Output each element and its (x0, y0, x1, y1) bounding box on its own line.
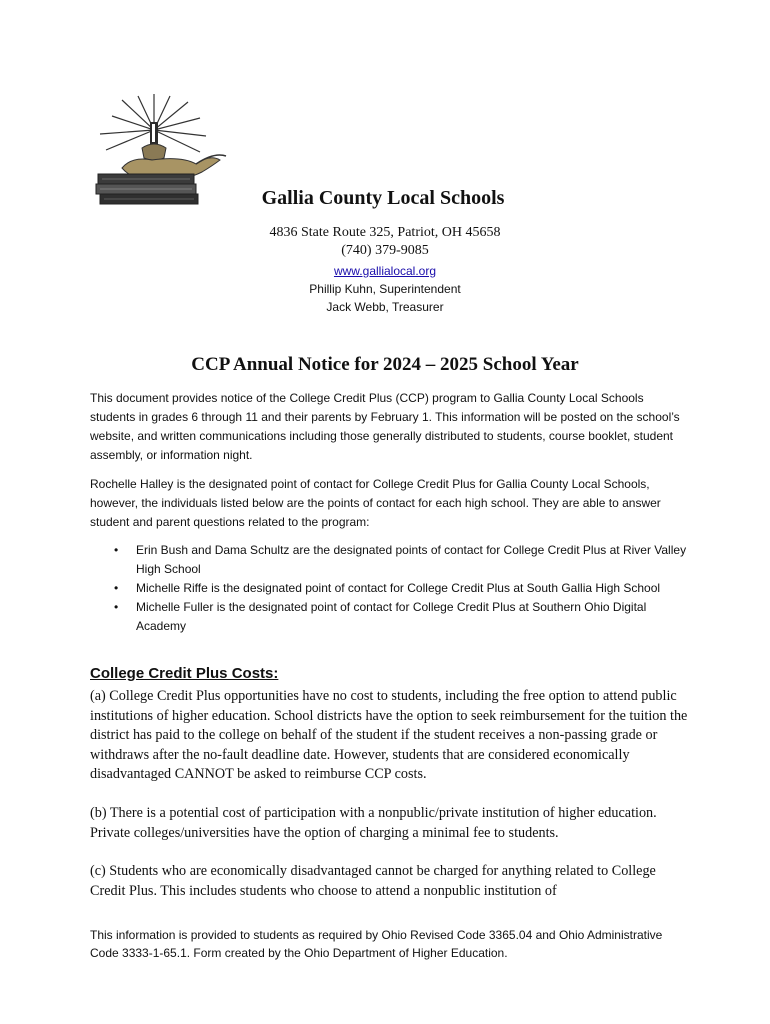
contact-text: Michelle Riffe is the designated point of contact for College Credit Plus at South Gallia High School (136, 581, 661, 595)
org-website-row (0, 264, 770, 278)
org-name: Gallia County Local Schools (261, 187, 505, 209)
org-phone: (740) 379-9085 (341, 243, 429, 258)
intro-paragraph-1: This document provides notice of the College Credit Plus (CCP) program to Gallia County Local Schools students in grades 6 through 11 and their parents by February 1. This information will be posted on the school’s website, and written communications including those generally distributed to students, course booklet, student assembly, or information night. (90, 391, 680, 462)
list-item (90, 541, 690, 579)
costs-paragraph-c: (c) Students who are economically disadvantaged cannot be charged for anything related to College Credit Plus. This includes students who choose to attend a nonpublic institution of (90, 863, 656, 899)
contact-text: Michelle Fuller is the designated point of contact for College Credit Plus at Southern Ohio Digital Academy (136, 600, 647, 633)
costs-paragraph-a: (a) College Credit Plus opportunities have no cost to students, including the free option to attend public institutions of higher education. School districts have the option to seek reimbursement for the tuition the district has paid to the college on behalf of the student if the student receives a non-passing grade or withdraws after the no-fault deadline date. However, students that are considered economically disadvantaged CANNOT be asked to reimburse CCP costs. (90, 688, 688, 782)
bullet-icon: • (114, 600, 119, 614)
list-item (90, 579, 690, 598)
bullet-icon: • (114, 543, 119, 557)
costs-heading: College Credit Plus Costs: (90, 665, 279, 682)
org-address: 4836 State Route 325, Patriot, OH 45658 (269, 225, 501, 240)
costs-paragraph-b: (b) There is a potential cost of participation with a nonpublic/private institution of higher education. Private colleges/universities have the option of charging a minimal fee to students. (90, 805, 657, 841)
contacts-list (90, 541, 690, 636)
list-item (90, 598, 690, 636)
page-footer: This information is provided to students as required by Ohio Revised Code 3365.04 and Ohio Administrative Code 3333-1-65.1. Form created by the Ohio Department of Higher Education. (90, 928, 663, 960)
superintendent: Phillip Kuhn, Superintendent (309, 282, 461, 296)
document-title: CCP Annual Notice for 2024 – 2025 School Year (191, 354, 579, 375)
contact-text: Erin Bush and Dama Schultz are the designated points of contact for College Credit Plus at River Valley High School (136, 543, 687, 576)
intro-paragraph-2: Rochelle Halley is the designated point of contact for College Credit Plus for Gallia County Local Schools, however, the individuals listed below are the points of contact for each high school. They are able to answer student and parent questions related to the program: (90, 477, 661, 529)
bullet-icon: • (114, 581, 119, 595)
org-website-link[interactable]: www.gallialocal.org (333, 264, 437, 278)
treasurer: Jack Webb, Treasurer (326, 300, 444, 314)
